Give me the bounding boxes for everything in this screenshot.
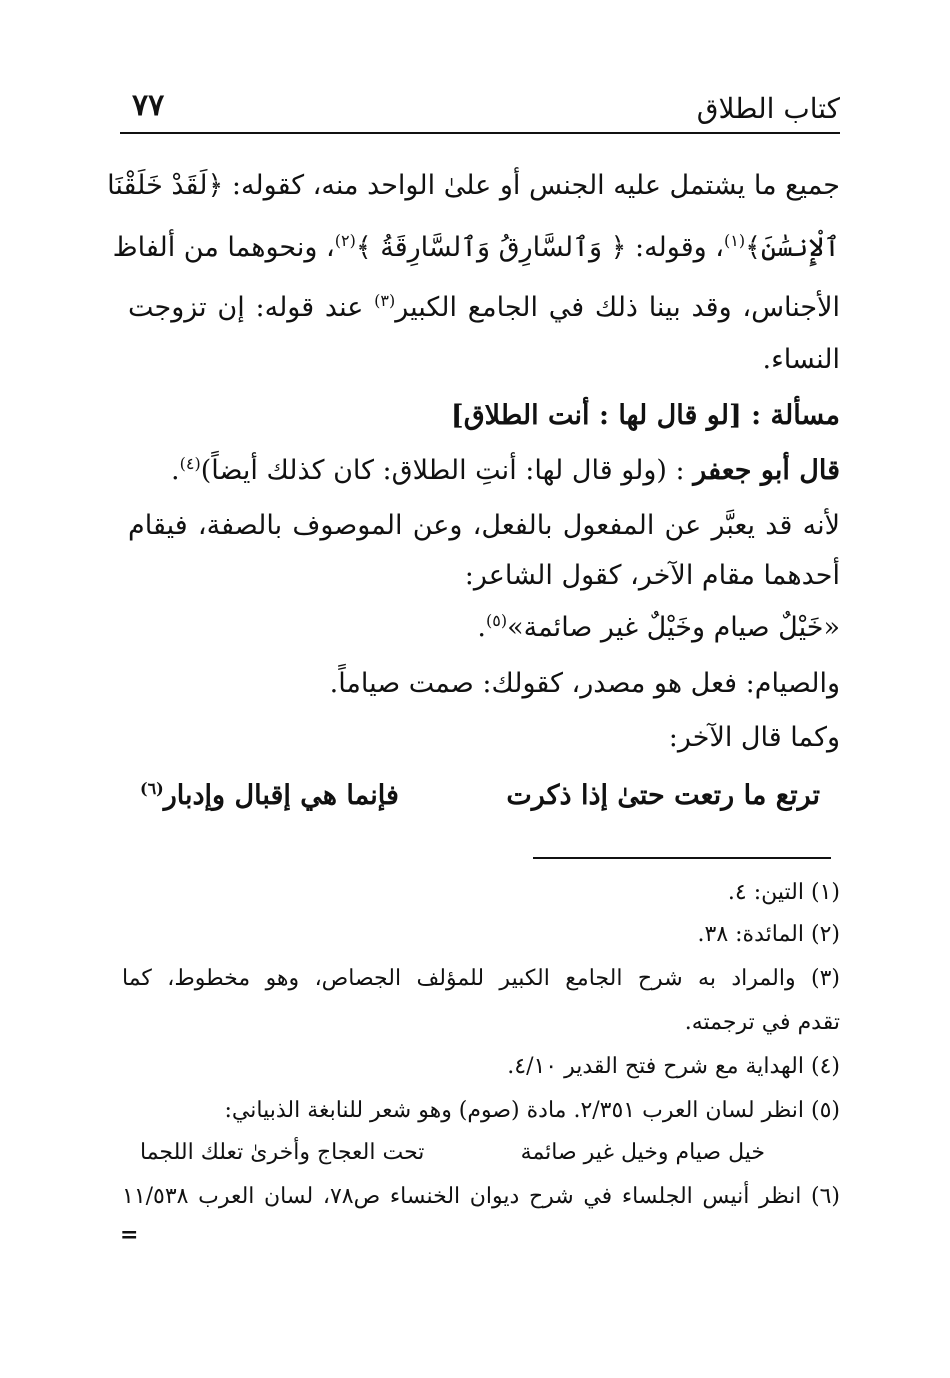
reason-line-2: أحدهما مقام الآخر، كقول الشاعر:: [464, 560, 840, 591]
body-text: الأجناس، وقد بينا ذلك في الجامع الكبير: [395, 292, 841, 323]
body-text: عند قوله: إن تزوجت: [128, 292, 375, 323]
footnote-1: (١) التين: ٤.: [727, 880, 840, 905]
quoted-text: : (ولو قال لها: أنتِ الطلاق: كان كذلك أيضاً): [200, 455, 694, 486]
kama-line: وكما قال الآخر:: [668, 722, 840, 753]
footnote-ref: (٣): [374, 291, 396, 310]
author-name: قال أبو جعفر: [693, 455, 840, 486]
footnote-ref: (٦): [140, 779, 164, 798]
footnote-ref: (١): [723, 231, 746, 250]
body-line-3: [128, 292, 840, 323]
masala-title: [لو قال لها : أنت الطلاق]: [450, 400, 742, 431]
siyam-line: والصيام: فعل هو مصدر، كقولك: صمت صياماً.: [329, 668, 840, 699]
footnote-3-line-1: (٣) والمراد به شرح الجامع الكبير للمؤلف الجصاص، وهو مخطوط، كما: [122, 966, 840, 991]
poetry-quote: [477, 612, 840, 643]
footnote-3-line-2: تقدم في ترجمته.: [684, 1010, 840, 1035]
hemistich-text: فإنما هي إقبال وإدبار: [163, 780, 399, 811]
footnote-5-verse-second: تحت العجاج وأخرىٰ تعلك اللجما: [140, 1140, 425, 1165]
footnote-6: (٦) انظر أنيس الجلساء في شرح ديوان الخنساء ص٧٨، لسان العرب ١١/٥٣٨: [122, 1184, 841, 1209]
punctuation: .: [171, 455, 180, 486]
footnote-ref: (٥): [485, 611, 508, 630]
header-rule: [120, 132, 840, 134]
footnote-ref: (٢): [334, 231, 356, 250]
footnote-separator: [533, 857, 831, 859]
punctuation: .: [477, 612, 486, 643]
body-line-2: [112, 231, 840, 263]
book-title: كتاب الطلاق: [696, 92, 840, 125]
body-line-1: جميع ما يشتمل عليه الجنس أو علىٰ الواحد منه، كقوله: ﴿لَقَدْ خَلَقْنَا: [107, 170, 840, 201]
running-header: [120, 88, 840, 132]
footnote-ref: (٤): [179, 454, 201, 473]
quran-citation: ٱلْإِنسَٰنَ﴾: [745, 232, 840, 263]
body-line-4: النساء.: [762, 344, 840, 375]
continuation-mark: =: [120, 1222, 139, 1248]
footnote-5-verse-first: خيل صيام وخيل غير صائمة: [520, 1140, 765, 1165]
quran-citation: ، وقوله: ﴿ وَٱلسَّارِقُ وَٱلسَّارِقَةُ ﴾: [355, 232, 724, 263]
footnote-5: (٥) انظر لسان العرب ٢/٣٥١. مادة (صوم) وهو شعر للنابغة الذبياني:: [224, 1098, 840, 1123]
masala-label: مسألة :: [751, 400, 840, 431]
verse-first-hemistich: ترتع ما رتعت حتىٰ إذا ذكرت: [506, 780, 820, 811]
quote-text: «خَيْلٌ صيام وخَيْلٌ غير صائمة»: [507, 612, 840, 643]
verse-second-hemistich: [140, 780, 399, 824]
footnote-2: (٢) المائدة: ٣٨.: [697, 922, 840, 947]
masala-heading: [451, 400, 840, 431]
footnote-4: (٤) الهداية مع شرح فتح القدير ٤/١٠.: [507, 1054, 840, 1079]
page-number: ٧٧: [132, 88, 165, 123]
body-text: ، ونحوهما من ألفاظ: [112, 232, 335, 263]
reason-line-1: لأنه قد يعبَّر عن المفعول بالفعل، وعن الموصوف بالصفة، فيقام: [128, 510, 840, 541]
qala-line: [171, 455, 840, 486]
